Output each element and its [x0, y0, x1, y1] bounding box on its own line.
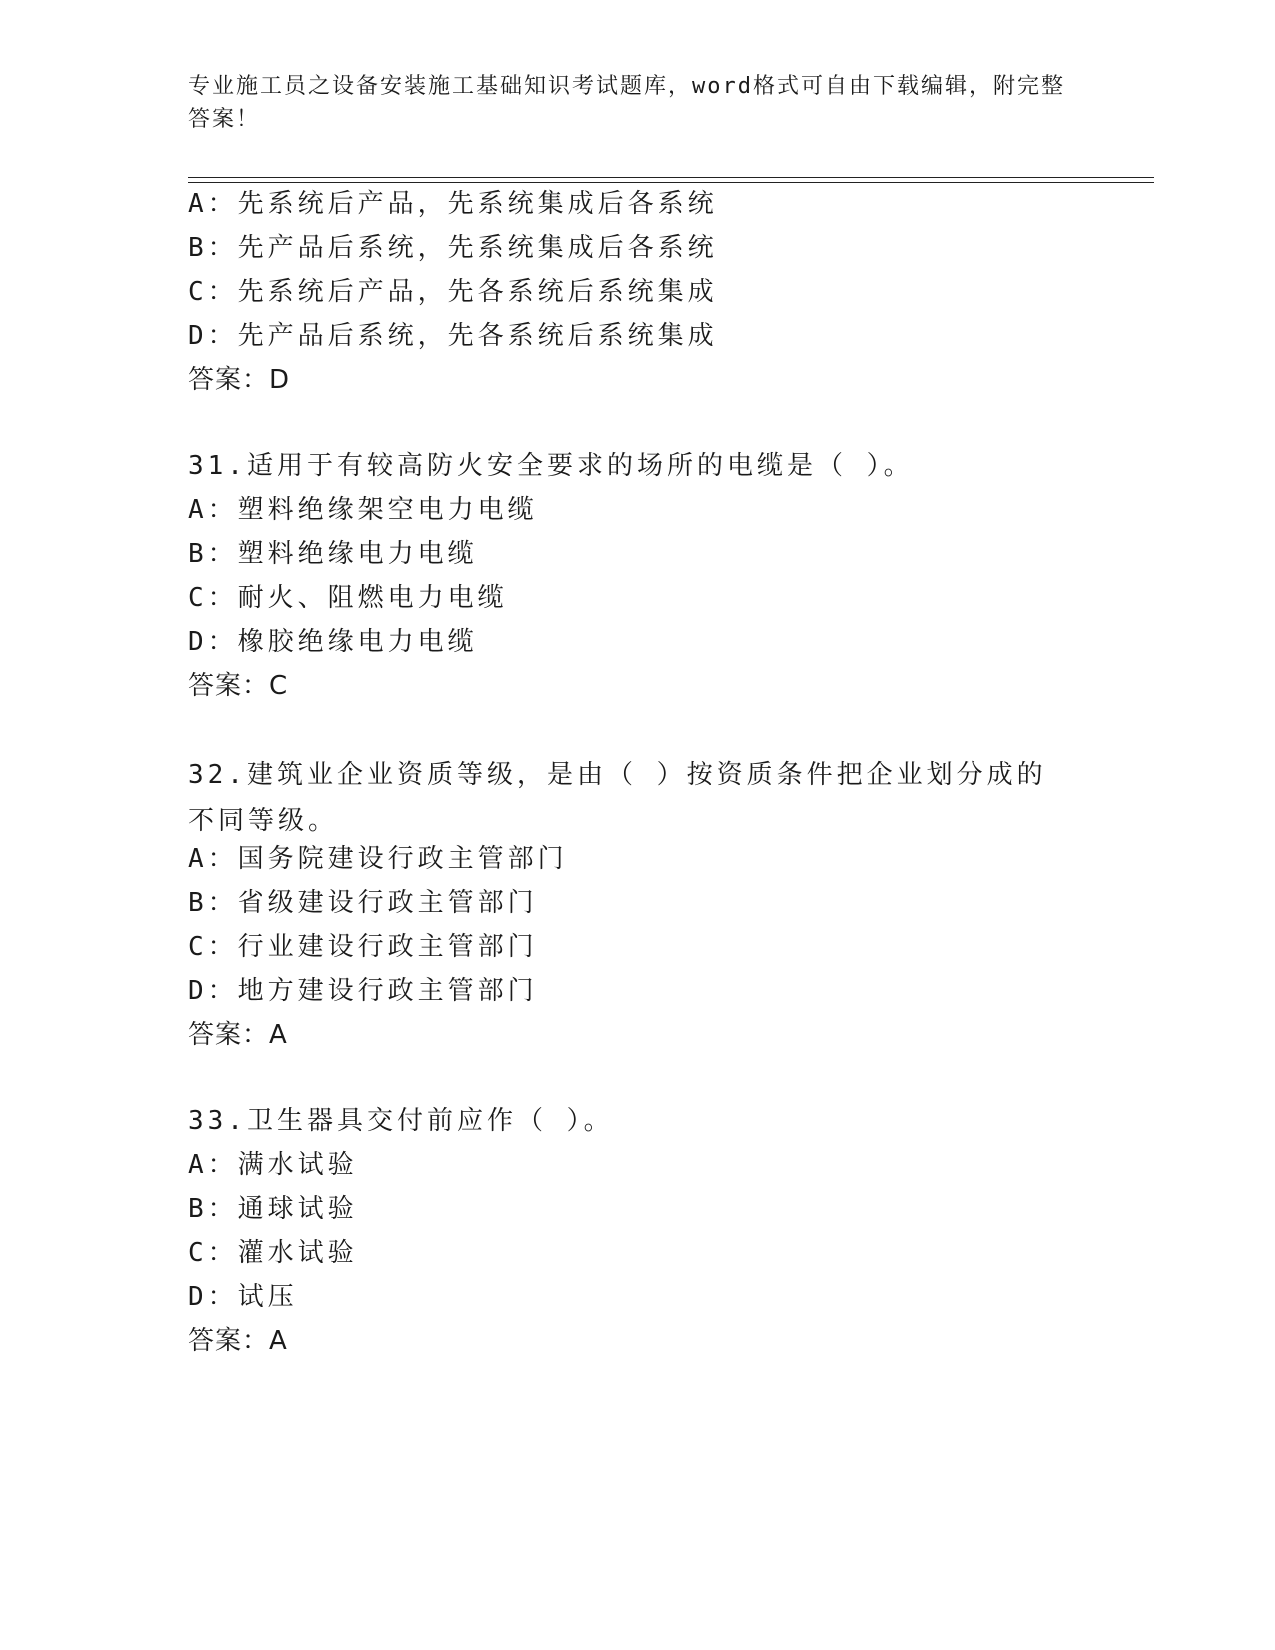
answer-line: 答案：C: [188, 671, 289, 701]
option-c: C：耐火、阻燃电力电缆: [188, 583, 508, 613]
option-d: D：橡胶绝缘电力电缆: [188, 627, 478, 657]
option-b: B：通球试验: [188, 1194, 358, 1224]
option-c: C：行业建设行政主管部门: [188, 932, 538, 962]
header-divider-top: [188, 177, 1154, 178]
option-d: D：地方建设行政主管部门: [188, 976, 538, 1006]
option-d: D：试压: [188, 1282, 298, 1312]
answer-line: 答案：D: [188, 365, 291, 395]
option-a: A：国务院建设行政主管部门: [188, 844, 568, 874]
option-b: B：省级建设行政主管部门: [188, 888, 538, 918]
question-31-stem: 31.适用于有较高防火安全要求的场所的电缆是（ ）。: [188, 451, 914, 481]
answer-line: 答案：A: [188, 1020, 288, 1050]
question-32-stem: 32.建筑业企业资质等级，是由（ ）按资质条件把企业划分成的不同等级。: [188, 760, 1047, 836]
option-a: A：塑料绝缘架空电力电缆: [188, 495, 538, 525]
document-header: 专业施工员之设备安装施工基础知识考试题库，word格式可自由下载编辑，附完整答案！: [188, 74, 1065, 132]
option-a: A：满水试验: [188, 1150, 358, 1180]
option-a: A：先系统后产品，先系统集成后各系统: [188, 189, 718, 219]
option-b: B：先产品后系统，先系统集成后各系统: [188, 233, 718, 263]
option-b: B：塑料绝缘电力电缆: [188, 539, 478, 569]
option-c: C：灌水试验: [188, 1238, 358, 1268]
option-c: C：先系统后产品，先各系统后系统集成: [188, 277, 718, 307]
header-divider-bottom: [188, 182, 1154, 183]
answer-line: 答案：A: [188, 1326, 288, 1356]
option-d: D：先产品后系统，先各系统后系统集成: [188, 321, 718, 351]
question-33-stem: 33.卫生器具交付前应作（ ）。: [188, 1106, 614, 1136]
